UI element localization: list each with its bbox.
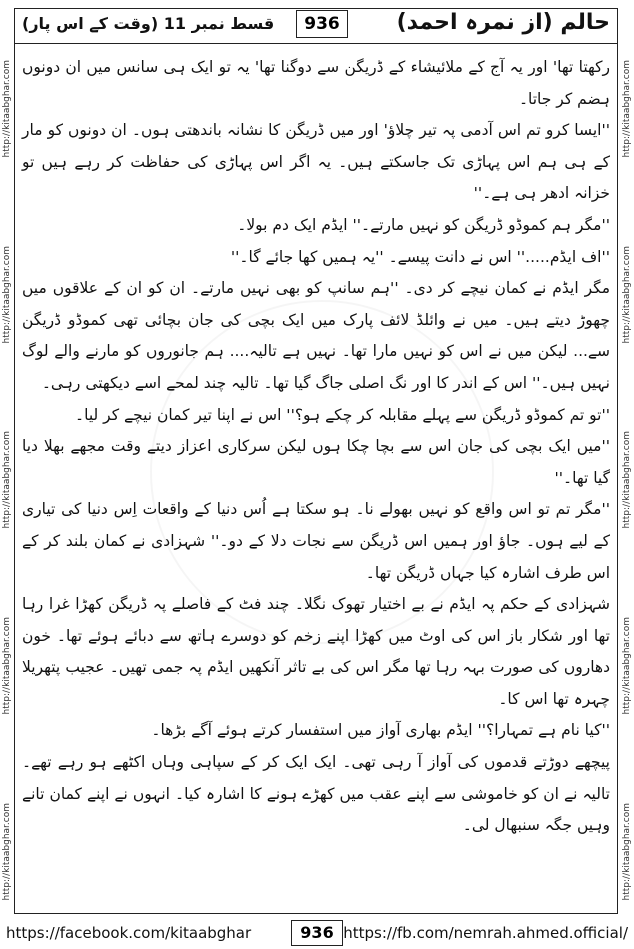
paragraph: شہزادی کے حکم پہ ایڈم نے بے اختیار تھوک نگلا۔ چند فٹ کے فاصلے پہ ڈریگن کھڑا غرا رہا تھا اور شکار باز اس کی اوٹ میں کھڑا اپنے زخم کو دوسرے ہاتھ سے دبائے ہوئے تھا۔ خون دھاروں کی صورت بہہ رہا تھا مگر اس کی بے تاثر آنکھیں ایڈم پہ جمی تھیں۔ عجیب پتھریلا چہرہ تھا اس کا۔ xyxy=(22,595,610,708)
right-side-url-strip xyxy=(620,60,634,900)
header-page-number: 936 xyxy=(296,10,348,38)
side-url[interactable]: http://kitaabghar.com xyxy=(2,616,12,715)
page-header xyxy=(14,8,618,44)
novel-title: حالم (از نمرہ احمد) xyxy=(396,10,610,35)
paragraph: ''میں ایک بچی کی جان اس سے بچا چکا ہوں لیکن سرکاری اعزاز دیتے وقت مجھے بھلا دیا گیا تھا۔'' xyxy=(22,437,610,487)
footer-page-number: 936 xyxy=(291,920,343,946)
paragraph: مگر ایڈم نے کمان نیچے کر دی۔ ''ہم سانپ کو بھی نہیں مارتے۔ ان کو ان کے علاقوں میں چھوڑ دیتے ہیں۔ میں نے وائلڈ لائف پارک میں ایک بچی کی جان بچائی تھی کموڈو ڈریگن سے... لیکن میں نے اس کو نہیں مارا تھا۔ نہیں ہے تالیہ.... ہم جانوروں کو مارنے والے لوگ نہیں ہیں۔'' اس کے اندر کا اور نگ اصلی جاگ گیا تھا۔ تالیہ چند لمحے اسے دیکھتی رہی۔ xyxy=(22,279,610,392)
paragraph: ''اف ایڈم.....'' اس نے دانت پیسے۔ ''یہ ہمیں کھا جائے گا۔'' xyxy=(230,247,610,266)
side-url[interactable]: http://kitaabghar.com xyxy=(2,802,12,900)
side-url[interactable]: http://kitaabghar.com xyxy=(2,245,12,344)
paragraph: ''کیا نام ہے تمہارا؟'' ایڈم بھاری آواز میں استفسار کرتے ہوئے آگے بڑھا۔ xyxy=(151,721,610,740)
facebook-link-kitaabghar[interactable]: https://facebook.com/kitaabghar xyxy=(6,924,252,942)
episode-label: قسط نمبر 11 (وقت کے اس پار) xyxy=(22,14,275,33)
paragraph: ''تو تم کموڈو ڈریگن سے پہلے مقابلہ کر چکے ہو؟'' اس نے اپنا تیر کمان نیچے کر لیا۔ xyxy=(75,405,610,424)
body-text xyxy=(22,52,610,842)
side-url[interactable]: http://kitaabghar.com xyxy=(2,60,12,158)
paragraph: ''مگر ہم کموڈو ڈریگن کو نہیں مارتے۔'' ایڈم ایک دم بولا۔ xyxy=(237,215,610,234)
paragraph: ''مگر تم تو اس واقع کو نہیں بھولے نا۔ ہو سکتا ہے اُس دنیا کے واقعات اِس دنیا کی تیاری کے لیے ہوں۔ جاؤ اور ہمیں اس ڈریگن سے نجات دلا کے دو۔'' شہزادی نے کمان بلند کر کے اس طرف اشارہ کیا جہاں ڈریگن تھا۔ xyxy=(22,500,610,582)
side-url[interactable]: http://kitaabghar.com xyxy=(622,616,632,715)
paragraph: ''ایسا کرو تم اس آدمی پہ تیر چلاؤ' اور میں ڈریگن کا نشانہ باندھتی ہوں۔ ان دونوں کو مار کے ہی ہم اس پہاڑی تک جاسکتے ہیں۔ یہ اگر اس پہاڑی کی حفاظت کر رہے ہیں تو خزانہ ادھر ہی ہے۔'' xyxy=(22,121,610,203)
facebook-link-author[interactable]: https://fb.com/nemrah.ahmed.official/ xyxy=(343,924,628,942)
side-url[interactable]: http://kitaabghar.com xyxy=(622,245,632,344)
page-footer xyxy=(0,916,634,949)
side-url[interactable]: http://kitaabghar.com xyxy=(622,431,632,529)
paragraph: رکھتا تھا' اور یہ آج کے ملائیشاء کے ڈریگن سے دوگنا تھا' یہ تو ایک ہی سانس میں ان دونوں ہضم کر جاتا۔ xyxy=(22,58,610,108)
side-url[interactable]: http://kitaabghar.com xyxy=(2,431,12,529)
side-url[interactable]: http://kitaabghar.com xyxy=(622,802,632,900)
left-side-url-strip xyxy=(0,60,14,900)
paragraph: پیچھے دوڑتے قدموں کی آواز آ رہی تھی۔ ایک ایک کر کے سپاہی وہاں اکٹھے ہو رہے تھے۔ تالیہ نے ان کو خاموشی سے اپنے عقب میں کھڑے ہونے کا اشارہ کیا۔ انہوں نے اپنے کمان تانے وہیں جگہ سنبھال لی۔ xyxy=(22,753,610,835)
side-url[interactable]: http://kitaabghar.com xyxy=(622,60,632,158)
